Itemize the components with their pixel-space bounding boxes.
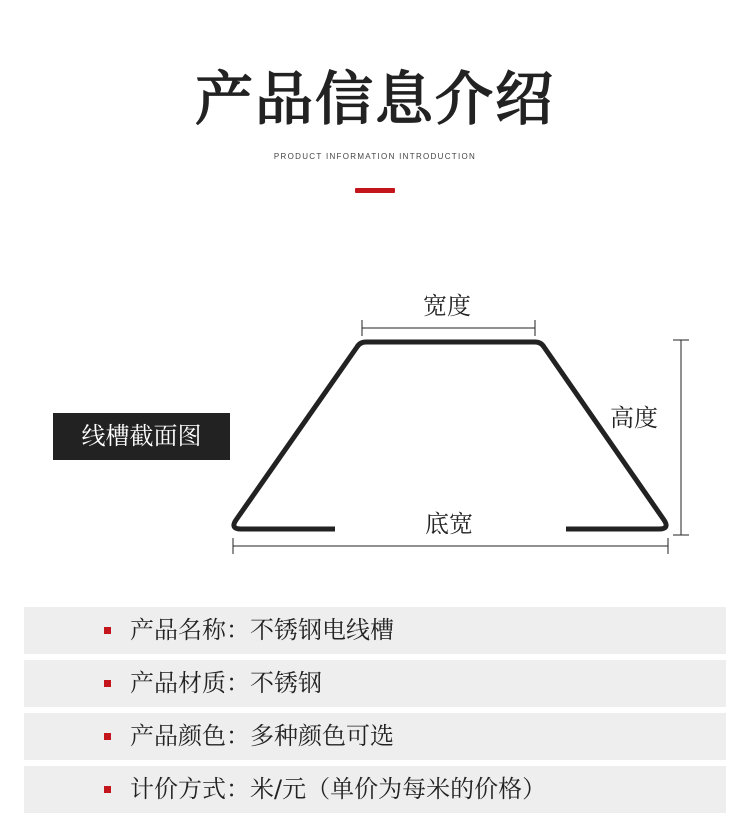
cross-section-diagram — [0, 280, 750, 580]
height-dimension — [673, 340, 689, 535]
bottom-width-dimension — [233, 538, 668, 554]
bullet-icon — [104, 786, 111, 793]
info-row-pricing — [24, 766, 726, 813]
section-label: 线槽截面图 — [53, 413, 230, 460]
width-dimension — [362, 320, 535, 336]
page-title: 产品信息介绍 — [194, 65, 555, 133]
width-label: 宽度 — [423, 292, 471, 320]
info-row-color — [24, 713, 726, 760]
info-text: 产品颜色：多种颜色可选 — [130, 722, 394, 750]
height-label: 高度 — [610, 404, 658, 432]
bottom-width-label: 底宽 — [425, 510, 473, 538]
channel-profile — [234, 342, 666, 529]
info-text: 产品名称：不锈钢电线槽 — [130, 616, 394, 644]
info-row-product-name — [24, 607, 726, 654]
page-subtitle: PRODUCT INFORMATION INTRODUCTION — [273, 152, 477, 161]
info-text: 产品材质：不锈钢 — [130, 669, 322, 697]
bullet-icon — [104, 733, 111, 740]
title-divider — [355, 188, 395, 193]
bullet-icon — [104, 627, 111, 634]
info-row-material — [24, 660, 726, 707]
info-text: 计价方式：米/元（单价为每米的价格） — [130, 775, 547, 803]
bullet-icon — [104, 680, 111, 687]
